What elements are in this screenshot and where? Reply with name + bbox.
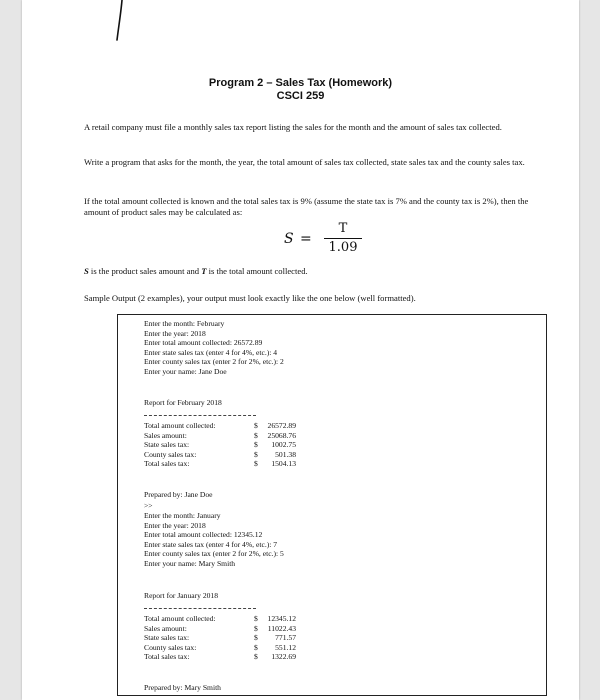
table-row: State sales tax: $ 1002.75 xyxy=(144,440,296,450)
prompt-line: Enter your name: Jane Doe xyxy=(144,366,227,376)
def-end: is the total amount collected. xyxy=(206,266,308,276)
formula-lhs: S xyxy=(284,231,294,247)
table-row: Total sales tax: $ 1504.13 xyxy=(144,459,296,469)
var-t: T xyxy=(201,266,207,276)
formula-numerator: T xyxy=(338,221,348,236)
example-2-prepared-by: Prepared by: Mary Smith xyxy=(144,683,221,692)
formula-denominator: 1.09 xyxy=(328,240,358,255)
paragraph-formula-intro: If the total amount collected is known and the total sales tax is 9% (assume the state tax is 7% and the county tax is 2%), then the amount of product sales may be calculated as: xyxy=(84,196,529,217)
table-row: Sales amount: $ 11022.43 xyxy=(144,623,296,633)
example-1-report-table xyxy=(144,421,344,469)
prompt-line: Enter the year: 2018 xyxy=(144,328,206,338)
title-line-1: Program 2 – Sales Tax (Homework) xyxy=(208,77,393,89)
sample-output-box xyxy=(117,314,547,696)
prompt-line: Enter total amount collected: 26572.89 xyxy=(144,338,263,348)
pen-stroke-mark xyxy=(114,0,126,42)
example-1-prompts xyxy=(144,319,284,377)
prompt-symbol: >> xyxy=(144,501,153,510)
paragraph-intro: A retail company must file a monthly sales tax report listing the sales for the month and the amount of sales tax collected. xyxy=(84,122,502,132)
prompt-line: Enter the year: 2018 xyxy=(144,520,206,530)
document-title xyxy=(22,77,579,103)
prompt-line: Enter the month: February xyxy=(144,319,225,328)
prompt-line: Enter county sales tax (enter 2 for 2%, etc.): 5 xyxy=(144,549,284,559)
sales-formula xyxy=(284,221,404,257)
table-row: Sales amount: $ 25068.76 xyxy=(144,430,296,440)
formula-equals: = xyxy=(300,231,312,247)
prompt-line: Enter your name: Mary Smith xyxy=(144,558,236,568)
example-1-prepared-by: Prepared by: Jane Doe xyxy=(144,490,213,499)
report-divider xyxy=(144,608,256,609)
table-row: Total sales tax: $ 1322.69 xyxy=(144,652,296,662)
table-row: Total amount collected: $ 12345.12 xyxy=(144,614,296,623)
prompt-line: Enter state sales tax (enter 4 for 4%, etc.): 4 xyxy=(144,347,278,357)
table-row: County sales tax: $ 551.12 xyxy=(144,642,296,652)
paragraph-sample-output: Sample Output (2 examples), your output must look exactly like the one below (well formatted). xyxy=(84,293,416,303)
title-line-2: CSCI 259 xyxy=(276,90,325,102)
prompt-line: Enter total amount collected: 12345.12 xyxy=(144,530,263,540)
prompt-line: Enter the month: January xyxy=(144,511,221,520)
document-page xyxy=(22,0,579,700)
formula-fraction-bar xyxy=(324,238,362,239)
table-row: State sales tax: $ 771.57 xyxy=(144,633,296,643)
example-1-report-title: Report for February 2018 xyxy=(144,398,222,407)
def-mid: is the product sales amount and xyxy=(88,266,202,276)
report-divider xyxy=(144,415,256,416)
prompt-line: Enter state sales tax (enter 4 for 4%, etc.): 7 xyxy=(144,539,278,549)
example-2-report-table xyxy=(144,614,344,662)
prompt-line: Enter county sales tax (enter 2 for 2%, etc.): 2 xyxy=(144,357,284,367)
example-2-report-title: Report for January 2018 xyxy=(144,591,219,600)
table-row: County sales tax: $ 501.38 xyxy=(144,449,296,459)
example-2-prompts xyxy=(144,511,284,569)
table-row: Total amount collected: $ 26572.89 xyxy=(144,421,296,430)
paragraph-definitions xyxy=(84,266,554,277)
paragraph-task: Write a program that asks for the month, the year, the total amount of sales tax collected, state sales tax and the county sales tax. xyxy=(84,157,525,167)
var-s: S xyxy=(84,266,89,276)
